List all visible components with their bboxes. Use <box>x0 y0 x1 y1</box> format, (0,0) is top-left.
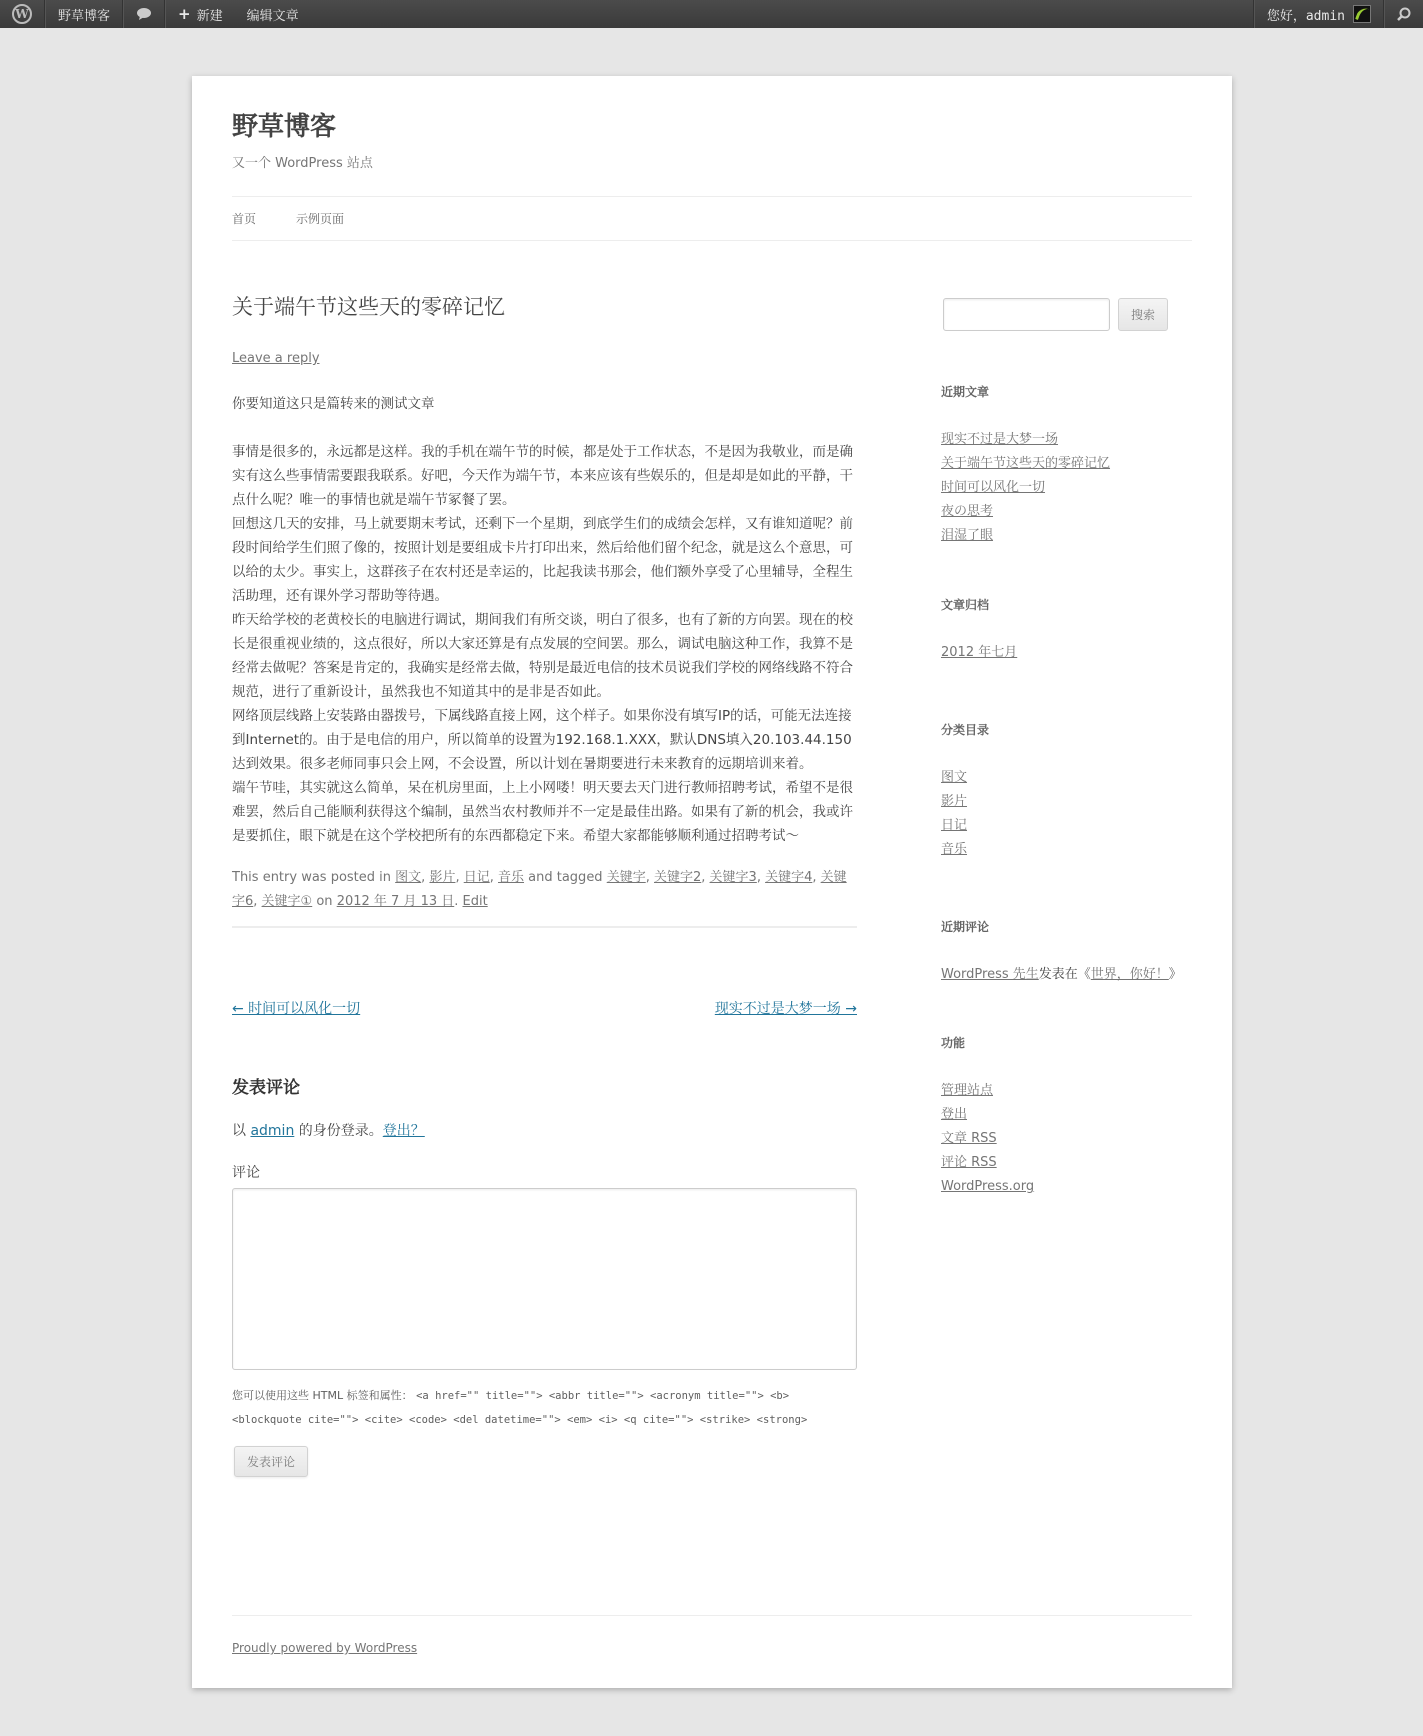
meta-tagged: and tagged <box>528 870 603 885</box>
comment-on-text: 发表在《 <box>1038 967 1091 982</box>
allowed-tags-prefix: 您可以使用这些 HTML 标签和属性： <box>232 1389 413 1402</box>
search-input[interactable] <box>943 298 1110 331</box>
post-navigation <box>232 998 857 1018</box>
post-paragraph: 端午节哇，其实就这么简单，呆在机房里面，上上小网喽！明天要去天门进行教师招聘考试，希望不是很难罢，然后自己能顺利获得这个编制，虽然当农村教师并不一定是最佳出路。如果有了新的机会，我或许是要抓住，眼下就是在这个学校把所有的东西都稳定下来。希望大家都能够顺利通过招聘考试～ <box>232 780 853 844</box>
edit-post-link[interactable]: Edit <box>462 894 488 909</box>
tag-link[interactable]: 关键字6 <box>232 870 847 909</box>
recent-post-link[interactable]: 时间可以风化一切 <box>941 480 1046 495</box>
post-paragraph: 回想这几天的安排，马上就要期末考试，还剩下一个星期，到底学生们的成绩会怎样，又有谁知道呢？前段时间给学生们照了像的，按照计划是要组成卡片打印出来，然后给他们留个纪念，就是这么个意思，可以给的太少。事实上，这群孩子在农村还是幸运的，比起我读书那会，他们额外享受了心里辅导，全程生活助理，还有课外学习帮助等待遇。 <box>232 516 853 604</box>
comments-menu[interactable] <box>124 0 164 28</box>
edit-post-link[interactable]: 编辑文章 <box>246 8 299 24</box>
entry-meta: This entry was posted in 图文, 影片, 日记, 音乐 and tagged 关键字, 关键字2, 关键字3, 关键字4, 关键字6, 关键字① on 2012 年 7 月 13 日. Edit <box>232 866 857 928</box>
comment-textarea[interactable] <box>232 1188 857 1370</box>
widget-title: 功能 <box>941 1036 966 1050</box>
sidebar <box>941 291 1191 1199</box>
nav-item-home[interactable]: 首页 <box>232 212 257 226</box>
meta-link-logout[interactable]: 登出 <box>941 1107 968 1122</box>
recent-post-link[interactable]: 夜の思考 <box>941 504 994 519</box>
next-post-link[interactable]: 现实不过是大梦一场 → <box>714 1001 857 1017</box>
category-link[interactable]: 影片 <box>429 870 456 885</box>
meta-link-comments-rss[interactable]: 评论 RSS <box>941 1155 997 1170</box>
allowed-tags-list: <a href="" title=""> <abbr title=""> <acronym title=""> <b> <blockquote cite=""> <cite> <code> <del datetime=""> <em> <i> <q cite=""> <strike> <strong> <box>232 1390 808 1426</box>
profile-link[interactable]: admin <box>250 1123 295 1139</box>
widget-title: 近期评论 <box>941 920 990 934</box>
nav-item-sample-page[interactable]: 示例页面 <box>296 212 345 226</box>
post-paragraph: 昨天给学校的老黄校长的电脑进行调试，期间我们有所交谈，明白了很多，也有了新的方向罢。现在的校长是很重视业绩的，这点很好，所以大家还算是有点发展的空间罢。那么，调试电脑这种工作，我算不是经常去做呢？答案是肯定的，我确实是经常去做，特别是最近电信的技术员说我们学校的网络线路不符合规范，进行了重新设计，虽然我也不知道其中的是非是否如此。 <box>232 612 853 700</box>
reply-title: 发表评论 <box>232 1078 300 1098</box>
category-link[interactable]: 日记 <box>463 870 490 885</box>
admin-bar-site-name[interactable]: 野草博客 <box>58 8 111 24</box>
site-footer <box>232 1615 1192 1655</box>
recent-posts-widget <box>941 383 1191 548</box>
leave-reply-link[interactable]: Leave a reply <box>232 351 320 366</box>
post-paragraph: 网络顶层线路上安装路由器拨号，下属线路直接上网，这个样子。如果你没有填写IP的话，可能无法连接到Internet的。由于是电信的用户，所以简单的设置为192.168.1.XXX，默认DNS填入20.103.44.150达到效果。很多老师同事只会上网，不会设置，所以计划在暑期要进行未来教育的远期培训来着。 <box>232 708 852 772</box>
logout-link[interactable]: 登出？ <box>382 1123 425 1139</box>
wordpress-icon: W <box>12 4 32 24</box>
logged-in-prefix: 以 <box>232 1123 246 1139</box>
site-title[interactable]: 野草博客 <box>232 112 337 142</box>
meta-on: on <box>316 894 333 909</box>
post-paragraph: 事情是很多的，永远都是这样。我的手机在端午节的时候，都是处于工作状态，不是因为我敬业，而是确实有这么些事情需要跟我联系。好吧，今天作为端午节，本来应该有些娱乐的，但是却是如此的平静，干点什么呢？唯一的事情也就是端午节冢餐了罢。 <box>232 444 853 508</box>
new-content-menu[interactable] <box>166 0 235 28</box>
recent-post-link[interactable]: 泪湿了眼 <box>941 528 994 543</box>
site-description: 又一个 WordPress 站点 <box>232 156 373 171</box>
previous-post-link[interactable]: ← 时间可以风化一切 <box>232 1001 361 1017</box>
meta-prefix: This entry was posted in <box>232 870 392 885</box>
category-link[interactable]: 影片 <box>941 794 968 809</box>
archives-widget <box>941 596 1191 665</box>
tag-link[interactable]: 关键字3 <box>709 870 757 885</box>
category-link[interactable]: 日记 <box>941 818 968 833</box>
comment-author-link[interactable]: WordPress 先生 <box>941 967 1039 982</box>
admin-bar <box>0 0 1423 28</box>
meta-link-wordpress-org[interactable]: WordPress.org <box>941 1179 1035 1194</box>
post-body <box>232 392 857 848</box>
allowed-tags-note <box>232 1384 857 1432</box>
tag-link[interactable]: 关键字 <box>606 870 646 885</box>
recent-post-link[interactable]: 现实不过是大梦一场 <box>941 432 1059 447</box>
category-link[interactable]: 音乐 <box>941 842 968 857</box>
wordpress-logo-menu[interactable] <box>0 0 44 28</box>
page-container <box>192 76 1232 1688</box>
widget-title: 近期文章 <box>941 385 990 399</box>
avatar <box>1353 5 1371 23</box>
widget-title: 分类目录 <box>941 723 990 737</box>
categories-widget <box>941 721 1191 862</box>
recent-post-link[interactable]: 关于端午节这些天的零碎记忆 <box>941 456 1111 471</box>
search-button[interactable]: 搜索 <box>1118 298 1168 331</box>
admin-bar-search[interactable] <box>1385 0 1423 28</box>
comment-end-text: 》 <box>1168 967 1182 982</box>
category-link[interactable]: 图文 <box>395 870 422 885</box>
plus-icon: + <box>178 5 191 23</box>
logged-in-as <box>232 1120 857 1140</box>
submit-comment-button[interactable]: 发表评论 <box>234 1446 308 1477</box>
post-lead: 你要知道这只是篇转来的测试文章 <box>232 396 435 412</box>
post-date-link[interactable]: 2012 年 7 月 13 日 <box>336 894 455 909</box>
tag-link[interactable]: 关键字2 <box>654 870 702 885</box>
search-form <box>941 298 1191 331</box>
new-content-label: 新建 <box>196 8 223 24</box>
meta-widget <box>941 1034 1191 1199</box>
post-title: 关于端午节这些天的零碎记忆 <box>232 295 505 319</box>
comment-bubble-icon <box>136 7 152 21</box>
category-link[interactable]: 图文 <box>941 770 968 785</box>
comment-post-link[interactable]: 世界，你好！ <box>1090 967 1169 982</box>
meta-link-site-admin[interactable]: 管理站点 <box>941 1083 994 1098</box>
tag-link[interactable]: 关键字① <box>261 894 313 909</box>
tag-link[interactable]: 关键字4 <box>765 870 813 885</box>
comment-label: 评论 <box>232 1165 260 1181</box>
main-navigation <box>232 196 1192 241</box>
search-icon <box>1397 7 1411 21</box>
footer-credit-link[interactable]: Proudly powered by WordPress <box>232 1641 418 1655</box>
post-content-area <box>232 291 857 1477</box>
widget-title: 文章归档 <box>941 598 990 612</box>
my-account-menu[interactable] <box>1255 0 1383 28</box>
archive-link[interactable]: 2012 年七月 <box>941 645 1018 660</box>
category-link[interactable]: 音乐 <box>498 870 525 885</box>
meta-link-entries-rss[interactable]: 文章 RSS <box>941 1131 997 1146</box>
recent-comments-widget <box>941 918 1191 987</box>
logged-in-suffix: 的身份登录。 <box>298 1123 383 1139</box>
greeting-text: 您好，admin <box>1266 8 1345 24</box>
